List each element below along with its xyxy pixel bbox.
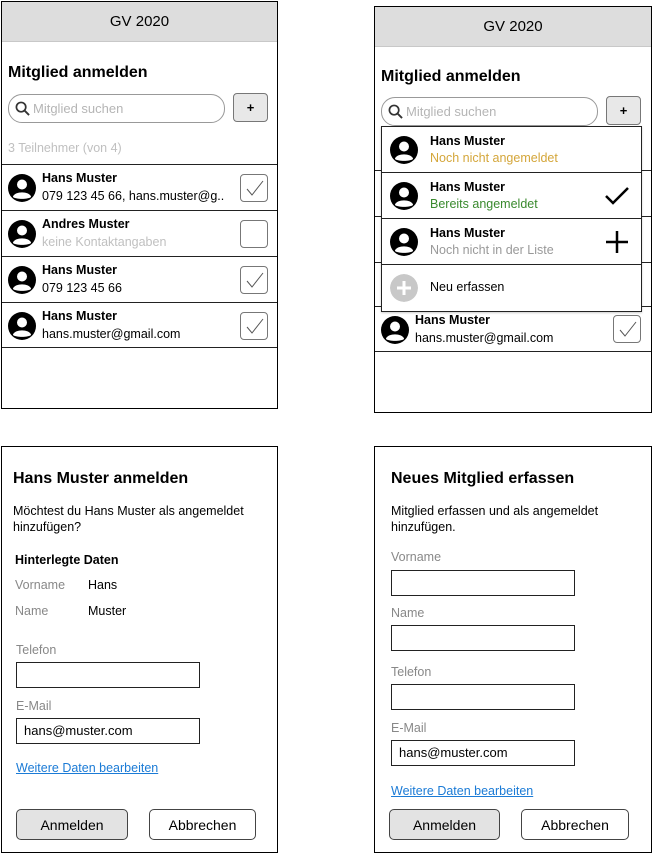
lastname-value: Muster [88, 604, 127, 618]
screen-register-member [1, 446, 278, 853]
status-not-in-list: Noch nicht in der Liste [430, 243, 554, 257]
dialog-title: Neues Mitglied erfassen [391, 470, 575, 487]
stored-data-heading: Hinterlegte Daten [15, 553, 119, 567]
page-title: Mitglied anmelden [381, 68, 521, 85]
member-row[interactable] [2, 302, 277, 348]
participants-count: 3 Teilnehmer (von 4) [8, 141, 122, 155]
member-detail: keine Kontaktangaben [42, 235, 167, 249]
dialog-prompt: Mitglied erfassen und als angemeldet hinzufügen. [391, 504, 599, 534]
screen-new-member [374, 446, 652, 853]
member-detail: 079 123 45 66, hans.muster@g.. [42, 189, 225, 203]
suggestion-item[interactable] [382, 127, 641, 173]
lastname-field[interactable] [391, 625, 575, 651]
check-icon [245, 179, 265, 199]
email-label: E-Mail [391, 721, 427, 735]
screen-member-list [1, 1, 278, 409]
member-name: Hans Muster [42, 171, 118, 185]
search-placeholder: Mitglied suchen [33, 101, 124, 116]
app-title: GV 2020 [109, 13, 170, 30]
email-field[interactable]: hans@muster.com [391, 740, 575, 766]
attendance-checkbox[interactable] [613, 315, 641, 343]
search-placeholder: Mitglied suchen [406, 104, 497, 119]
lastname-label: Name [15, 604, 49, 618]
member-name: Hans Muster [415, 313, 491, 327]
search-suggestions-dropdown [381, 126, 642, 312]
check-icon [618, 320, 638, 340]
user-avatar-icon [8, 266, 36, 294]
new-member-label: Neu erfassen [430, 280, 505, 294]
suggestion-item[interactable] [382, 219, 641, 265]
user-avatar-icon [390, 182, 418, 210]
user-avatar-icon [390, 228, 418, 256]
user-avatar-icon [8, 220, 36, 248]
member-row[interactable] [2, 256, 277, 302]
phone-field[interactable] [391, 684, 575, 710]
attendance-checkbox[interactable] [240, 266, 268, 294]
firstname-value: Hans [88, 578, 118, 592]
new-member-item[interactable] [382, 265, 641, 311]
member-name: Hans Muster [42, 309, 118, 323]
page-title: Mitglied anmelden [8, 64, 148, 81]
lastname-label: Name [391, 606, 425, 620]
add-circle-icon [390, 274, 418, 302]
dialog-title: Hans Muster anmelden [13, 470, 189, 487]
app-bar [375, 7, 651, 47]
search-icon [388, 104, 403, 119]
phone-field[interactable] [16, 662, 200, 688]
cancel-button[interactable]: Abbrechen [521, 809, 629, 840]
suggestion-name: Hans Muster [430, 180, 506, 194]
add-member-button[interactable]: + [606, 96, 641, 125]
dialog-prompt: Möchtest du Hans Muster als angemeldet hinzufügen? [13, 504, 244, 534]
status-registered: Bereits angemeldet [430, 197, 538, 211]
app-title: GV 2020 [483, 18, 543, 35]
phone-label: Telefon [391, 665, 432, 679]
cancel-button[interactable]: Abbrechen [149, 809, 256, 840]
register-button[interactable]: Anmelden [16, 809, 128, 840]
member-detail: 079 123 45 66 [42, 281, 122, 295]
attendance-checkbox[interactable] [240, 312, 268, 340]
checkmark-icon [604, 186, 630, 206]
user-avatar-icon [8, 174, 36, 202]
member-name: Hans Muster [42, 263, 118, 277]
check-icon [245, 317, 265, 337]
add-member-button[interactable]: + [233, 93, 268, 122]
user-avatar-icon [8, 312, 36, 340]
email-label: E-Mail [16, 699, 52, 713]
register-button[interactable]: Anmelden [389, 809, 500, 840]
attendance-checkbox[interactable] [240, 220, 268, 248]
search-input[interactable] [8, 94, 225, 123]
email-field[interactable]: hans@muster.com [16, 718, 200, 744]
search-icon [15, 101, 30, 116]
member-detail: hans.muster@gmail.com [42, 327, 181, 341]
attendance-checkbox[interactable] [240, 174, 268, 202]
member-row[interactable] [2, 164, 277, 210]
screen-member-search [374, 6, 652, 413]
edit-more-data-link[interactable]: Weitere Daten bearbeiten [16, 761, 159, 775]
member-name: Andres Muster [42, 217, 130, 231]
search-input[interactable] [381, 97, 598, 126]
phone-label: Telefon [16, 643, 57, 657]
suggestion-item[interactable] [382, 173, 641, 219]
user-avatar-icon [390, 136, 418, 164]
suggestion-name: Hans Muster [430, 226, 506, 240]
plus-icon [605, 230, 629, 254]
firstname-field[interactable] [391, 570, 575, 596]
firstname-label: Vorname [391, 550, 442, 564]
firstname-label: Vorname [15, 578, 66, 592]
edit-more-data-link[interactable]: Weitere Daten bearbeiten [391, 784, 534, 798]
app-bar [2, 2, 277, 42]
suggestion-name: Hans Muster [430, 134, 506, 148]
member-detail: hans.muster@gmail.com [415, 331, 554, 345]
user-avatar-icon [381, 316, 409, 344]
status-not-registered: Noch nicht angemeldet [430, 151, 558, 165]
check-icon [245, 271, 265, 291]
member-row[interactable] [375, 306, 651, 352]
member-row[interactable] [2, 210, 277, 256]
